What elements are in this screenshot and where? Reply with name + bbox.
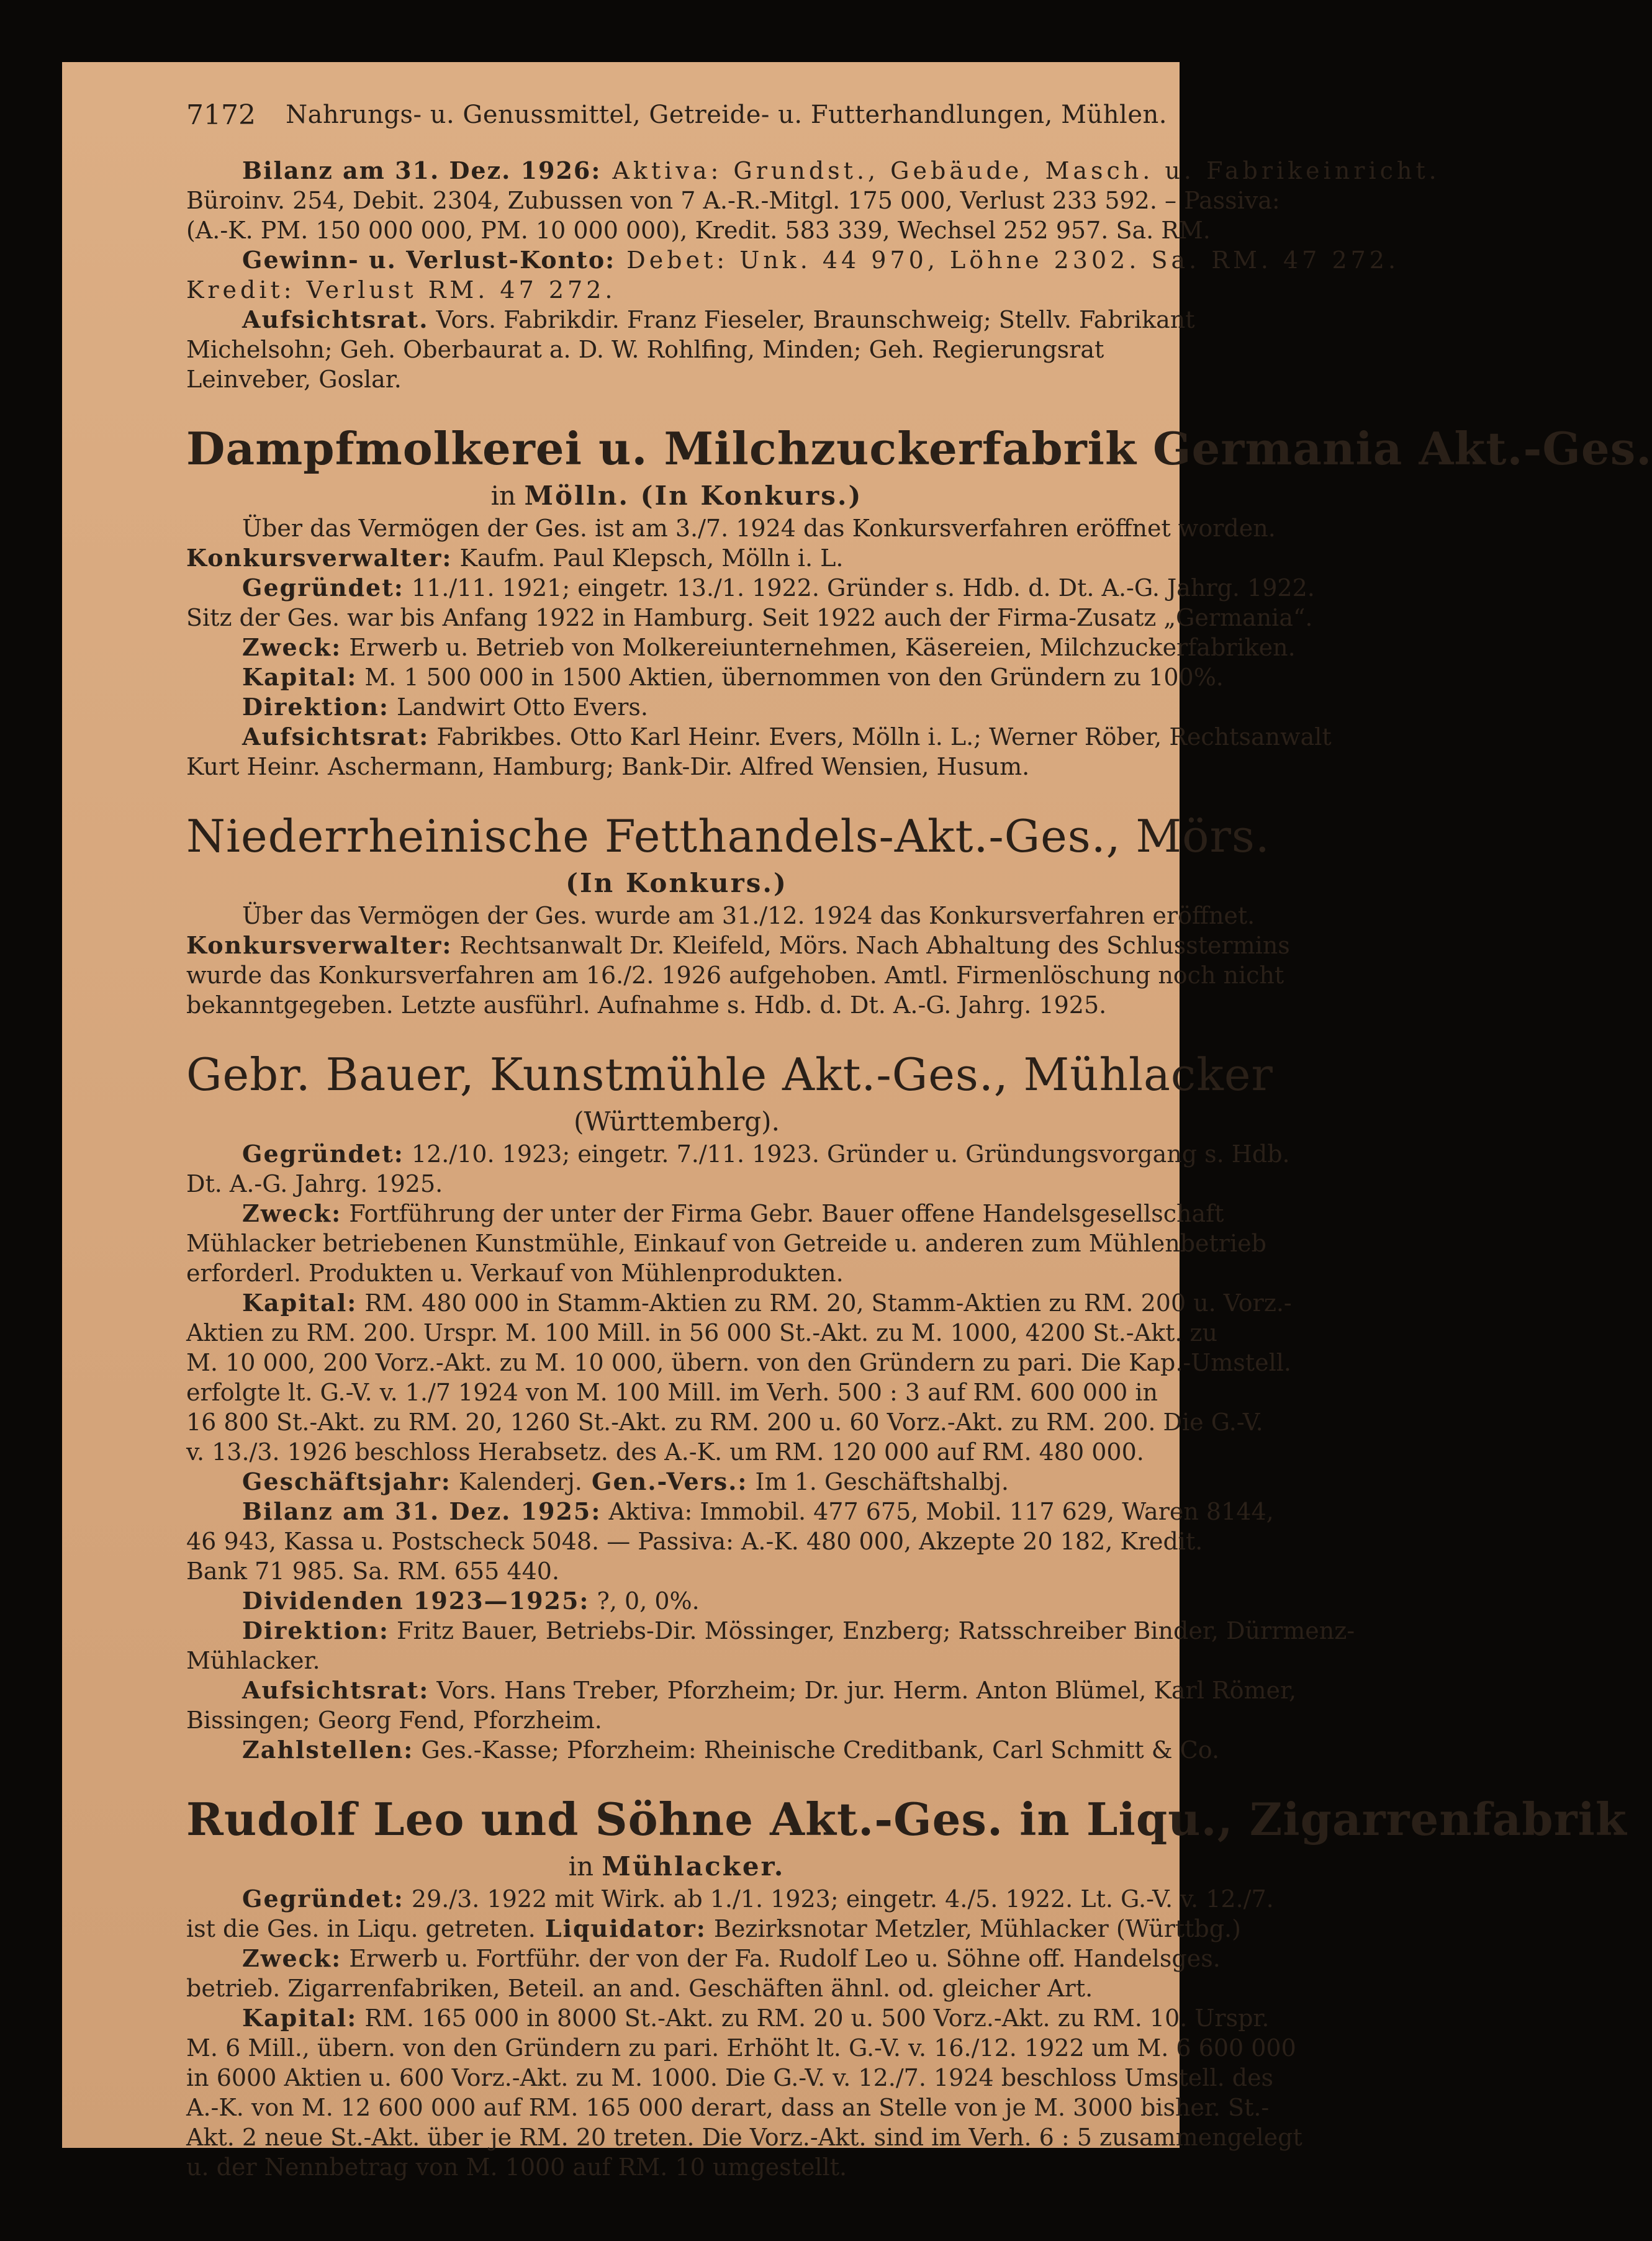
balance-label: Bilanz am 31. Dez. 1926:: [242, 156, 602, 184]
running-head: Nahrungs- u. Genussmittel, Getreide- u. Futterhandlungen, Mühlen.: [286, 101, 1167, 129]
entry-germania: Über das Vermögen der Ges. ist am 3./7. 1924 das Konkursverfahren eröffnet worden. Konkursverwalter: Kaufm. Paul Klepsch, Mölln i. L. Gegründet: 11./11. 1921; eingetr. 13./1. 1922. Gründer s. Hdb. d. Dt. A.-G. Jahrg. 1922. Sitz der Ges. war bis Anfang 1922 in Hamburg. Seit 1922 auch der Firma-Zusatz „Germania“. Zweck: Erwerb u. Betrieb von Molkereiunternehmen, Käsereien, Milchzuckerfabriken. Kapital: M. 1 500 000 in 1500 Aktien, übernommen von den Gründern zu 100%. Direktion: Landwirt Otto Evers. Aufsichtsrat: Fabrikbes. Otto Karl Heinr. Evers, Mölln i. L.; Werner Röber, Rechtsanwalt Kurt Heinr. Aschermann, Hamburg; Bank-Dir. Alfred Wensien, Husum.: [186, 515, 1332, 780]
entry-niederrheinische: Über das Vermögen der Ges. wurde am 31./12. 1924 das Konkursverfahren eröffnet. Konkursverwalter: Rechtsanwalt Dr. Kleifeld, Mörs. Nach Abhaltung des Schlusstermins wurde das Konkursverfahren am 16./2. 1926 aufgehoben. Amtl. Firmenlöschung noch nicht bekanntgegeben. Letzte ausführl. Aufnahme s. Hdb. d. Dt. A.-G. Jahrg. 1925.: [186, 902, 1290, 1019]
page-content: [186, 90, 1652, 2182]
entry-leo: Gegründet: 29./3. 1922 mit Wirk. ab 1./1. 1923; eingetr. 4./5. 1922. Lt. G.-V. v. 12./7. ist die Ges. in Liqu. getreten. Liquidator: Bezirksnotar Metzler, Mühlacker (Württbg.) Zweck: Erwerb u. Fortführ. der von der Fa. Rudolf Leo u. Söhne off. Handelsges. betrieb. Zigarrenfabriken, Beteil. an and. Geschäften ähnl. od. gleicher Art. Kapital: RM. 165 000 in 8000 St.-Akt. zu RM. 20 u. 500 Vorz.-Akt. zu RM. 10. Urspr. M. 6 Mill., übern. von den Gründern zu pari. Erhöht lt. G.-V. v. 16./12. 1922 um M. 6 600 000 in 6000 Aktien u. 600 Vorz.-Akt. zu M. 1000. Die G.-V. v. 12./7. 1924 beschloss Umstell. des A.-K. von M. 12 600 000 auf RM. 165 000 derart, dass an Stelle von je M. 3000 bisher. St.- Akt. 2 neue St.-Akt. über je RM. 20 treten. Die Vorz.-Akt. sind im Verh. 6 : 5 zusammengelegt u. der Nennbetrag von M. 1000 auf RM. 10 umgestellt.: [186, 1885, 1302, 2181]
company-title-bauer: Gebr. Bauer, Kunstmühle Akt.-Ges., Mühlacker: [186, 1048, 1273, 1101]
company-title-leo: Rudolf Leo und Söhne Akt.-Ges. in Liqu., Zigarrenfabrik: [186, 1793, 1627, 1846]
pl-label: Gewinn- u. Verlust-Konto:: [242, 246, 616, 274]
company-title-germania: Dampfmolkerei u. Milchzuckerfabrik Germania Akt.-Ges.: [186, 422, 1652, 475]
company-subtitle-leo: in Mühlacker.: [568, 1851, 785, 1882]
entry-bauer: Gegründet: 12./10. 1923; eingetr. 7./11. 1923. Gründer u. Gründungsvorgang s. Hdb. Dt. A.-G. Jahrg. 1925. Zweck: Fortführung der unter der Firma Gebr. Bauer offene Handelsgesellschaft Mühlacker betriebenen Kunstmühle, Einkauf von Getreide u. anderen zum Mühlenbetrieb erforderl. Produkten u. Verkauf von Mühlenprodukten. Kapital: RM. 480 000 in Stamm-Aktien zu RM. 20, Stamm-Aktien zu RM. 200 u. Vorz.- Aktien zu RM. 200. Urspr. M. 100 Mill. in 56 000 St.-Akt. zu M. 1000, 4200 St.-Akt. zu M. 10 000, 200 Vorz.-Akt. zu M. 10 000, übern. von den Gründern zu pari. Die Kap.-Umstell. erfolgte lt. G.-V. v. 1./7 1924 von M. 100 Mill. im Verh. 500 : 3 auf RM. 600 000 in 16 800 St.-Akt. zu RM. 20, 1260 St.-Akt. zu RM. 200 u. 60 Vorz.-Akt. zu RM. 200. Die G.-V. v. 13./3. 1926 beschloss Herabsetz. des A.-K. um RM. 120 000 auf RM. 480 000. Geschäftsjahr: Kalenderj. Gen.-Vers.: Im 1. Geschäftshalbj. Bilanz am 31. Dez. 1925: Aktiva: Immobil. 477 675, Mobil. 117 629, Waren 8144, 46 943, Kassa u. Postscheck 5048. — Passiva: A.-K. 480 000, Akzepte 20 182, Kredit. Bank 71 985. Sa. RM. 655 440. Dividenden 1923—1925: ?, 0, 0%. Direktion: Fritz Bauer, Betriebs-Dir. Mössinger, Enzberg; Ratsschreiber Binder, Dürrmenz- Mühlacker. Aufsichtsrat: Vors. Hans Treber, Pforzheim; Dr. jur. Herm. Anton Blümel, Karl Römer, Bissingen; Georg Fend, Pforzheim. Zahlstellen: Ges.-Kasse; Pforzheim: Rheinische Creditbank, Carl Schmitt & Co.: [186, 1140, 1355, 1764]
entry-continuation: Bilanz am 31. Dez. 1926: Aktiva: Grundst., Gebäude, Masch. u. Fabrikeinricht. Büroinv. 254, Debit. 2304, Zubussen von 7 A.-R.-Mitgl. 175 000, Verlust 233 592. – Passiva: (A.-K. PM. 150 000 000, PM. 10 000 000), Kredit. 583 339, Wechsel 252 957. Sa. RM. Gewinn- u. Verlust-Konto: Debet: Unk. 44 970, Löhne 2302. Sa. RM. 47 272. Kredit: Verlust RM. 47 272. Aufsichtsrat. Vors. Fabrikdir. Franz Fieseler, Braunschweig; Stellv. Fabrikant Michelsohn; Geh. Oberbaurat a. D. W. Rohlfing, Minden; Geh. Regierungsrat Leinveber, Goslar.: [186, 156, 1440, 393]
page-header: [186, 90, 1167, 140]
page-number: 7172: [186, 99, 256, 131]
board-label: Aufsichtsrat.: [242, 305, 429, 333]
company-subtitle-bauer: (Württemberg).: [574, 1106, 780, 1137]
company-status-niederrheinische: (In Konkurs.): [566, 868, 788, 898]
company-subtitle-germania: in Mölln. (In Konkurs.): [490, 480, 863, 511]
company-title-niederrheinische: Niederrheinische Fetthandels-Akt.-Ges., Mörs.: [186, 810, 1270, 862]
scanned-page: [62, 62, 1652, 2181]
